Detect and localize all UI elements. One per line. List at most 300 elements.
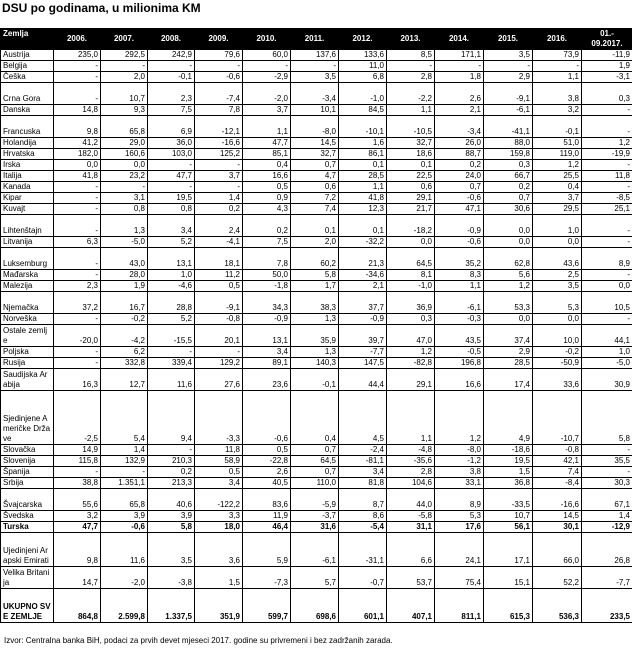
value-cell: 38,3: [291, 292, 339, 314]
value-cell: 24,1: [435, 533, 484, 567]
value-cell: 4,9: [484, 391, 533, 445]
value-cell: 13,1: [243, 325, 291, 347]
value-cell: 292,5: [101, 50, 148, 61]
value-cell: 27,6: [195, 369, 243, 391]
value-cell: 29,0: [101, 138, 148, 149]
value-cell: -: [148, 160, 195, 171]
value-cell: 30,6: [484, 204, 533, 215]
value-cell: -18,2: [387, 215, 435, 237]
value-cell: 12,7: [101, 369, 148, 391]
column-header-year: 01.- 09.2017.: [582, 29, 632, 50]
value-cell: 6,9: [148, 116, 195, 138]
value-cell: 29,1: [387, 193, 435, 204]
country-cell: Turska: [1, 522, 54, 533]
column-header-year: 2012.: [339, 29, 387, 50]
value-cell: 3,7: [533, 193, 582, 204]
value-cell: 11,6: [101, 533, 148, 567]
value-cell: 0,2: [435, 160, 484, 171]
value-cell: -4,6: [148, 281, 195, 292]
value-cell: 2,9: [484, 72, 533, 83]
value-cell: 1,3: [291, 347, 339, 358]
column-header-year: 2015.: [484, 29, 533, 50]
value-cell: -: [435, 61, 484, 72]
table-row: [1, 182, 632, 193]
value-cell: 9,8: [54, 116, 101, 138]
value-cell: 1,6: [339, 138, 387, 149]
source-note: Izvor: Centralna banka BiH, podaci za prvih devet mjeseci 2017. godine su privremeni i bez zadržanih zarada.: [4, 636, 393, 645]
value-cell: 17,1: [484, 533, 533, 567]
value-cell: 2,1: [435, 105, 484, 116]
value-cell: 11,9: [243, 511, 291, 522]
table-row: [1, 204, 632, 215]
value-cell: 8,5: [387, 50, 435, 61]
value-cell: -2,9: [243, 72, 291, 83]
value-cell: 43,5: [435, 325, 484, 347]
table-row: [1, 83, 632, 105]
value-cell: -0,3: [435, 314, 484, 325]
value-cell: -50,9: [533, 358, 582, 369]
value-cell: -1,0: [387, 281, 435, 292]
value-cell: 39,7: [339, 325, 387, 347]
value-cell: 0,4: [291, 391, 339, 445]
value-cell: 19,5: [484, 456, 533, 467]
value-cell: 1,7: [291, 281, 339, 292]
value-cell: 66,7: [484, 171, 533, 182]
value-cell: 33,1: [435, 478, 484, 489]
value-cell: -: [54, 193, 101, 204]
table-row: [1, 215, 632, 237]
country-cell: Švajcarska: [1, 489, 54, 511]
value-cell: 30,9: [582, 369, 632, 391]
table-row: [1, 522, 632, 533]
value-cell: -122,2: [195, 489, 243, 511]
value-cell: 40,6: [148, 489, 195, 511]
value-cell: 6,8: [339, 72, 387, 83]
value-cell: 26,0: [435, 138, 484, 149]
column-header-year: 2013.: [387, 29, 435, 50]
value-cell: -: [582, 237, 632, 248]
value-cell: 0,7: [435, 182, 484, 193]
value-cell: 1,5: [484, 467, 533, 478]
value-cell: 62,8: [484, 248, 533, 270]
value-cell: 18,0: [195, 522, 243, 533]
value-cell: 3,4: [243, 347, 291, 358]
table-row: [1, 533, 632, 567]
value-cell: 233,5: [582, 589, 632, 623]
value-cell: 3,6: [195, 533, 243, 567]
column-header-year: 2011.: [291, 29, 339, 50]
column-header-year: 2008.: [148, 29, 195, 50]
value-cell: -1,8: [243, 281, 291, 292]
value-cell: 0,5: [243, 182, 291, 193]
country-cell: Irska: [1, 160, 54, 171]
country-cell: Holandija: [1, 138, 54, 149]
value-cell: 339,4: [148, 358, 195, 369]
value-cell: 1,0: [148, 270, 195, 281]
value-cell: 47,1: [435, 204, 484, 215]
value-cell: 28,5: [339, 171, 387, 182]
value-cell: 3,5: [148, 533, 195, 567]
value-cell: 14,7: [54, 567, 101, 589]
table-row: [1, 160, 632, 171]
country-cell: Češka: [1, 72, 54, 83]
value-cell: 44,0: [387, 489, 435, 511]
value-cell: -3,7: [291, 511, 339, 522]
value-cell: 536,3: [533, 589, 582, 623]
table-row: [1, 292, 632, 314]
value-cell: -5,0: [101, 237, 148, 248]
value-cell: 3,3: [195, 511, 243, 522]
value-cell: 2,0: [291, 237, 339, 248]
value-cell: 85,1: [243, 149, 291, 160]
value-cell: -2,4: [339, 445, 387, 456]
value-cell: -: [387, 61, 435, 72]
value-cell: 1,5: [195, 567, 243, 589]
value-cell: 0,0: [101, 160, 148, 171]
value-cell: 1,9: [582, 61, 632, 72]
value-cell: -15,5: [148, 325, 195, 347]
table-row: [1, 61, 632, 72]
value-cell: 210,3: [148, 456, 195, 467]
value-cell: 1,8: [435, 72, 484, 83]
value-cell: -3,1: [582, 72, 632, 83]
table-row: [1, 138, 632, 149]
value-cell: 28,8: [148, 292, 195, 314]
value-cell: -: [582, 116, 632, 138]
column-header-year: 2016.: [533, 29, 582, 50]
value-cell: 50,0: [243, 270, 291, 281]
value-cell: 132,9: [101, 456, 148, 467]
value-cell: 332,8: [101, 358, 148, 369]
value-cell: 11,0: [339, 61, 387, 72]
value-cell: -3,4: [291, 83, 339, 105]
value-cell: 86,1: [339, 149, 387, 160]
country-cell: Poljska: [1, 347, 54, 358]
value-cell: 20,1: [195, 325, 243, 347]
value-cell: 19,5: [148, 193, 195, 204]
value-cell: 33,6: [533, 369, 582, 391]
value-cell: 35,2: [435, 248, 484, 270]
value-cell: 9,8: [54, 533, 101, 567]
value-cell: -5,9: [291, 489, 339, 511]
value-cell: 44,4: [339, 369, 387, 391]
value-cell: 160,6: [101, 149, 148, 160]
value-cell: -: [291, 61, 339, 72]
value-cell: -81,1: [339, 456, 387, 467]
value-cell: 37,4: [484, 325, 533, 347]
value-cell: -: [54, 61, 101, 72]
value-cell: 55,6: [54, 489, 101, 511]
value-cell: -41,1: [484, 116, 533, 138]
value-cell: 8,7: [339, 489, 387, 511]
value-cell: 3,8: [533, 83, 582, 105]
country-cell: Njemačka: [1, 292, 54, 314]
value-cell: -: [148, 347, 195, 358]
value-cell: 24,0: [435, 171, 484, 182]
value-cell: -12,1: [195, 116, 243, 138]
value-cell: 60,0: [243, 50, 291, 61]
value-cell: 8,3: [435, 270, 484, 281]
value-cell: 67,1: [582, 489, 632, 511]
value-cell: 0,5: [243, 445, 291, 456]
value-cell: 3,2: [533, 105, 582, 116]
value-cell: -16,6: [195, 138, 243, 149]
value-cell: -5,4: [339, 522, 387, 533]
value-cell: 1,0: [582, 347, 632, 358]
value-cell: 5,6: [484, 270, 533, 281]
value-cell: 41,2: [54, 138, 101, 149]
value-cell: 34,3: [243, 292, 291, 314]
value-cell: -0,2: [533, 347, 582, 358]
value-cell: -6,1: [291, 533, 339, 567]
value-cell: -3,8: [148, 567, 195, 589]
value-cell: -34,6: [339, 270, 387, 281]
value-cell: 1,0: [533, 215, 582, 237]
value-cell: 21,7: [387, 204, 435, 215]
value-cell: -: [582, 160, 632, 171]
value-cell: 10,5: [582, 292, 632, 314]
value-cell: 3,5: [291, 72, 339, 83]
value-cell: -: [582, 467, 632, 478]
value-cell: 8,6: [339, 511, 387, 522]
value-cell: 1,2: [435, 391, 484, 445]
value-cell: 103,0: [148, 149, 195, 160]
value-cell: 88,0: [484, 138, 533, 149]
value-cell: -: [533, 61, 582, 72]
value-cell: -: [582, 215, 632, 237]
table-row: [1, 105, 632, 116]
table-row: [1, 511, 632, 522]
table-row: [1, 314, 632, 325]
value-cell: 599,7: [243, 589, 291, 623]
value-cell: 0,2: [243, 215, 291, 237]
value-cell: 2,3: [148, 83, 195, 105]
value-cell: 0,0: [54, 160, 101, 171]
value-cell: -10,7: [533, 391, 582, 445]
value-cell: -8,0: [435, 445, 484, 456]
value-cell: 140,3: [291, 358, 339, 369]
value-cell: -22,8: [243, 456, 291, 467]
value-cell: 2,9: [484, 347, 533, 358]
value-cell: 43,0: [101, 248, 148, 270]
value-cell: 36,0: [148, 138, 195, 149]
value-cell: 36,9: [387, 292, 435, 314]
value-cell: -2,0: [243, 83, 291, 105]
value-cell: -: [148, 182, 195, 193]
table-row: [1, 589, 632, 623]
value-cell: -35,6: [387, 456, 435, 467]
value-cell: -: [54, 358, 101, 369]
value-cell: 0,1: [387, 160, 435, 171]
value-cell: 0,4: [533, 182, 582, 193]
value-cell: 2,5: [533, 270, 582, 281]
value-cell: -0,9: [339, 314, 387, 325]
value-cell: 0,8: [148, 204, 195, 215]
value-cell: -82,8: [387, 358, 435, 369]
value-cell: 213,3: [148, 478, 195, 489]
value-cell: 28,5: [484, 358, 533, 369]
value-cell: -: [54, 204, 101, 215]
value-cell: -: [195, 182, 243, 193]
value-cell: -: [101, 467, 148, 478]
value-cell: -0,6: [101, 522, 148, 533]
value-cell: -: [484, 61, 533, 72]
column-header-country: Zemlja: [1, 29, 54, 50]
value-cell: 0,7: [291, 467, 339, 478]
value-cell: -: [582, 314, 632, 325]
value-cell: -: [148, 61, 195, 72]
value-cell: -7,3: [243, 567, 291, 589]
value-cell: 1,2: [484, 281, 533, 292]
column-header-year: 2014.: [435, 29, 484, 50]
table-row: [1, 445, 632, 456]
value-cell: -6,1: [435, 292, 484, 314]
value-cell: 7,4: [291, 204, 339, 215]
value-cell: -0,1: [148, 72, 195, 83]
value-cell: 0,3: [582, 83, 632, 105]
table-row: [1, 281, 632, 292]
value-cell: 4,5: [339, 391, 387, 445]
value-cell: 0,7: [291, 445, 339, 456]
value-cell: -10,1: [339, 116, 387, 138]
value-cell: 137,6: [291, 50, 339, 61]
table-row: [1, 567, 632, 589]
country-cell: Danska: [1, 105, 54, 116]
value-cell: 37,7: [339, 292, 387, 314]
value-cell: -4,2: [101, 325, 148, 347]
value-cell: 104,6: [387, 478, 435, 489]
value-cell: 3,9: [148, 511, 195, 522]
value-cell: -: [582, 105, 632, 116]
value-cell: 2,6: [435, 83, 484, 105]
value-cell: -3,3: [195, 391, 243, 445]
value-cell: 235,0: [54, 50, 101, 61]
value-cell: 66,0: [533, 533, 582, 567]
value-cell: 3,8: [435, 467, 484, 478]
value-cell: 3,7: [195, 171, 243, 182]
country-cell: Francuska: [1, 116, 54, 138]
value-cell: 31,6: [291, 522, 339, 533]
value-cell: 83,6: [243, 489, 291, 511]
value-cell: -9,1: [484, 83, 533, 105]
value-cell: 16,6: [243, 171, 291, 182]
value-cell: -0,5: [435, 347, 484, 358]
value-cell: -20,0: [54, 325, 101, 347]
value-cell: 18,1: [195, 248, 243, 270]
value-cell: 37,2: [54, 292, 101, 314]
value-cell: 5,8: [148, 522, 195, 533]
value-cell: 88,7: [435, 149, 484, 160]
value-cell: -: [582, 445, 632, 456]
value-cell: 1,2: [387, 347, 435, 358]
country-cell: UKUPNO SVE ZEMLJE: [1, 589, 54, 623]
value-cell: -5,0: [582, 358, 632, 369]
value-cell: 1,9: [101, 281, 148, 292]
value-cell: 73,9: [533, 50, 582, 61]
value-cell: 5,2: [148, 314, 195, 325]
value-cell: 4,3: [243, 204, 291, 215]
value-cell: 8,9: [435, 489, 484, 511]
value-cell: 5,8: [291, 270, 339, 281]
value-cell: 23,6: [243, 369, 291, 391]
value-cell: -7,7: [582, 567, 632, 589]
value-cell: 65,8: [101, 116, 148, 138]
value-cell: -0,2: [101, 314, 148, 325]
value-cell: 25,5: [533, 171, 582, 182]
value-cell: 38,8: [54, 478, 101, 489]
country-cell: Litvanija: [1, 237, 54, 248]
value-cell: 1.337,5: [148, 589, 195, 623]
country-cell: Mađarska: [1, 270, 54, 281]
value-cell: 0,0: [533, 237, 582, 248]
country-cell: Kipar: [1, 193, 54, 204]
value-cell: 864,8: [54, 589, 101, 623]
value-cell: 1,1: [243, 116, 291, 138]
table-row: [1, 467, 632, 478]
value-cell: 119,0: [533, 149, 582, 160]
value-cell: -12,9: [582, 522, 632, 533]
value-cell: 5,3: [533, 292, 582, 314]
value-cell: -: [54, 270, 101, 281]
value-cell: -: [54, 72, 101, 83]
value-cell: 29,1: [387, 369, 435, 391]
country-cell: Malezija: [1, 281, 54, 292]
table-row: [1, 237, 632, 248]
value-cell: 3,2: [54, 511, 101, 522]
value-cell: -4,1: [195, 237, 243, 248]
value-cell: 0,1: [339, 160, 387, 171]
value-cell: 0,2: [148, 467, 195, 478]
value-cell: -8,0: [291, 116, 339, 138]
value-cell: 351,9: [195, 589, 243, 623]
value-cell: -0,6: [195, 72, 243, 83]
value-cell: 17,6: [435, 522, 484, 533]
value-cell: 35,9: [291, 325, 339, 347]
value-cell: 196,8: [435, 358, 484, 369]
value-cell: -0,1: [291, 369, 339, 391]
value-cell: -: [195, 160, 243, 171]
value-cell: 171,1: [435, 50, 484, 61]
value-cell: 1,1: [435, 281, 484, 292]
country-cell: Velika Britanija: [1, 567, 54, 589]
table-row: [1, 489, 632, 511]
value-cell: 7,5: [243, 237, 291, 248]
table-row: [1, 347, 632, 358]
value-cell: 3,4: [148, 215, 195, 237]
value-cell: 615,3: [484, 589, 533, 623]
value-cell: 0,0: [484, 237, 533, 248]
value-cell: 3,5: [533, 281, 582, 292]
value-cell: 0,4: [243, 160, 291, 171]
value-cell: 5,8: [582, 391, 632, 445]
value-cell: 115,8: [54, 456, 101, 467]
value-cell: 36,8: [484, 478, 533, 489]
value-cell: -0,9: [243, 314, 291, 325]
value-cell: 0,0: [582, 281, 632, 292]
value-cell: 1,4: [195, 193, 243, 204]
value-cell: 46,4: [243, 522, 291, 533]
country-cell: Slovenija: [1, 456, 54, 467]
value-cell: 8,1: [387, 270, 435, 281]
value-cell: 5,7: [291, 567, 339, 589]
value-cell: -2,0: [101, 567, 148, 589]
value-cell: -8,4: [533, 478, 582, 489]
value-cell: -0,6: [435, 237, 484, 248]
value-cell: 29,5: [533, 204, 582, 215]
column-header-year: 2007.: [101, 29, 148, 50]
country-cell: Norveška: [1, 314, 54, 325]
value-cell: -0,1: [533, 116, 582, 138]
